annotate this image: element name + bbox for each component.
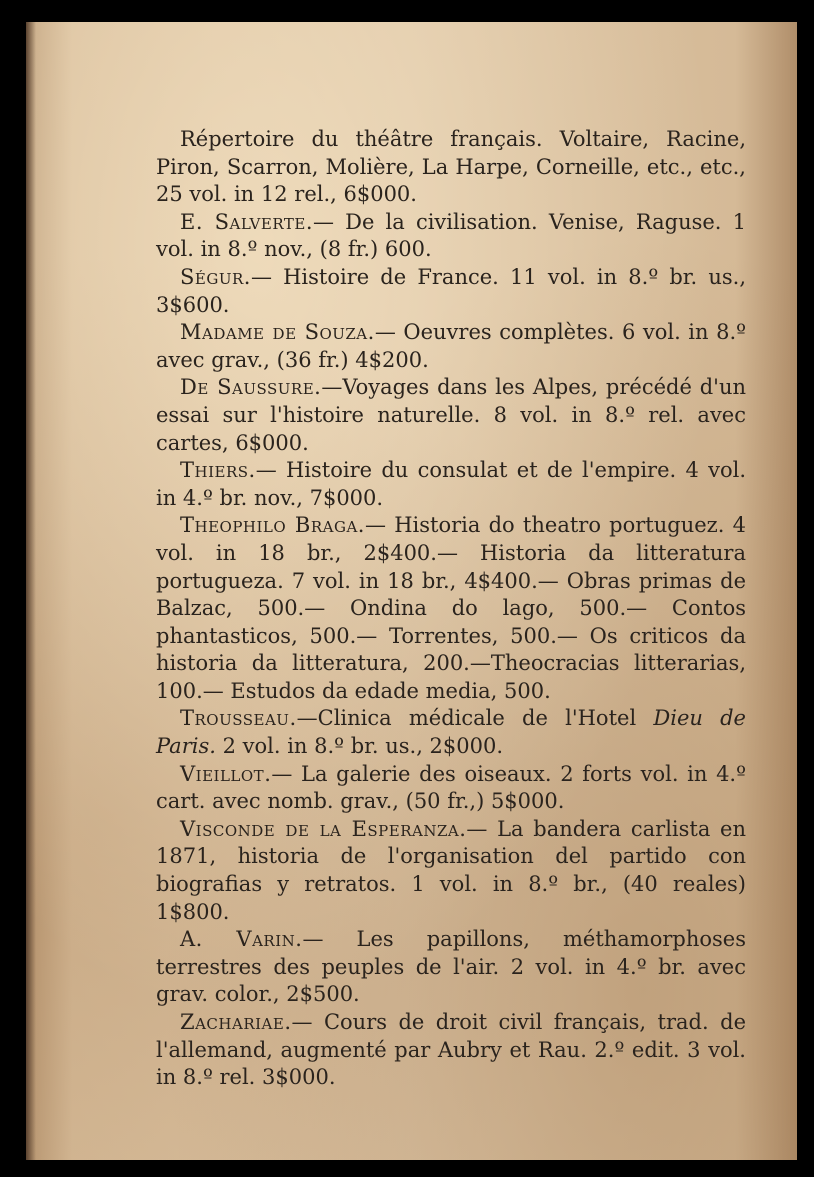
entry-body: — Cours de droit civil français, trad. de l'allemand, augmenté par Aubry et Rau. 2.º edit. 3 vol. in 8.º rel. 3$000. (156, 1010, 746, 1090)
catalogue-entry-vieillot (156, 761, 746, 816)
entry-body: — Oeuvres complètes. 6 vol. in 8.º avec grav., (36 fr.) 4$200. (156, 320, 746, 372)
entry-author: Visconde de la Esperanza. (180, 816, 467, 841)
entry-body: — Histoire de France. 11 vol. in 8.º br. us., 3$600. (156, 264, 746, 317)
entry-author: A. Varin. (180, 927, 303, 952)
entry-body: Répertoire du théâtre français. Voltaire, Racine, Piron, Scarron, Molière, La Harpe, Corneille, etc., etc., 25 vol. in 12 rel., 6$000. (156, 127, 746, 207)
page-gutter-shadow (26, 22, 36, 1160)
entry-body: — De la civilisation. Venise, Raguse. 1 vol. in 8.º nov., (8 fr.) 600. (156, 209, 746, 262)
catalogue-entry-trousseau (156, 705, 746, 760)
entry-body: —Clinica médicale de l'Hotel (296, 706, 654, 731)
catalogue-entry-braga (156, 512, 746, 705)
entry-author: Vieillot. (180, 761, 272, 786)
entry-author: Trousseau. (180, 706, 297, 731)
catalogue-entry-zachariae (156, 1009, 746, 1092)
catalogue-entry-repertoire (156, 126, 746, 209)
catalogue-text (156, 126, 746, 1092)
catalogue-entry-varin (156, 926, 746, 1009)
entry-body: — Histoire du consulat et de l'empire. 4 vol. in 4.º br. nov., 7$000. (156, 458, 746, 510)
entry-author: Theophilo Braga. (180, 513, 365, 538)
entry-author: De Saussure. (180, 375, 322, 400)
catalogue-entry-thiers (156, 457, 746, 512)
catalogue-entry-souza (156, 319, 746, 374)
book-page (26, 22, 797, 1160)
catalogue-entry-salverte (156, 209, 746, 264)
catalogue-entry-segur (156, 264, 746, 319)
entry-body: — La bandera carlista en 1871, historia de l'organisation del partido con biografias y retratos. 1 vol. in 8.º br., (40 reales) 1$800. (156, 816, 746, 924)
catalogue-entry-esperanza (156, 816, 746, 926)
entry-author: Madame de Souza. (180, 320, 375, 345)
entry-body: — Les papillons, méthamorphoses terrestres des peuples de l'air. 2 vol. in 4.º br. avec grav. color., 2$500. (156, 927, 746, 1007)
entry-author: Zachariae. (180, 1010, 292, 1034)
entry-body: 2 vol. in 8.º br. us., 2$000. (215, 734, 504, 759)
entry-author: Thiers. (180, 458, 256, 483)
entry-author: E. Salverte. (180, 209, 313, 234)
entry-body: —Voyages dans les Alpes, précédé d'un essai sur l'histoire naturelle. 8 vol. in 8.º rel. avec cartes, 6$000. (156, 375, 746, 455)
entry-body: — Historia do theatro portuguez. 4 vol. in 18 br., 2$400.— Historia da litteratura portugueza. 7 vol. in 18 br., 4$400.— Obras primas de Balzac, 500.— Ondina do lago, 500.— Contos phantasticos, 500.— Torrentes, 500.— Os criticos da historia da litteratura, 200.—Theocracias litterarias, 100.— Estudos da edade media, 500. (156, 513, 746, 703)
entry-title-italic: Dieu de Paris. (156, 706, 746, 759)
catalogue-entry-saussure (156, 374, 746, 457)
entry-author: Ségur. (180, 264, 251, 289)
entry-body: — La galerie des oiseaux. 2 forts vol. in 4.º cart. avec nomb. grav., (50 fr.,) 5$000. (156, 761, 746, 814)
